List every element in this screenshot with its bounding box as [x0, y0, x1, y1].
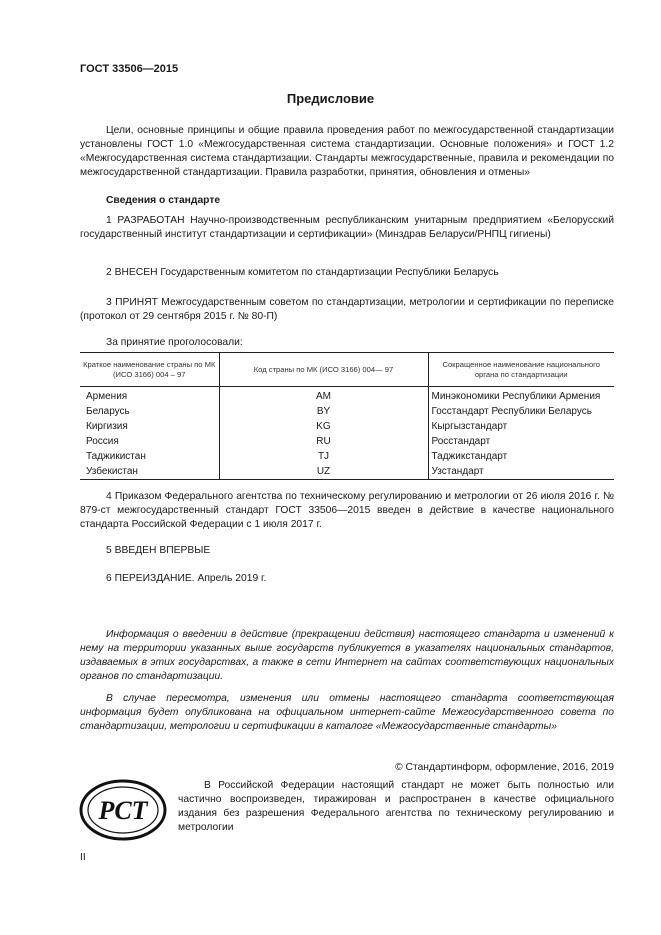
country-code: UZ: [219, 464, 428, 480]
logo-lettering: РСТ: [98, 796, 148, 825]
revision-notice: В случае пересмотра, изменения или отмены настоящего стандарта соответствующая информация будет опубликована на официальном интернет-сайте Межгосударственного совета по стандартизации, метрологии и сертификации в каталоге «Межгосударственные стандарты»: [80, 693, 614, 732]
standards-body: Росстандарт: [428, 434, 614, 449]
country-name: Киргизия: [86, 421, 128, 432]
item-first-time: 5 ВВЕДЕН ВПЕРВЫЕ: [106, 545, 211, 556]
item-reissue: 6 ПЕРЕИЗДАНИЕ. Апрель 2019 г.: [106, 573, 267, 584]
country-name: Россия: [86, 436, 119, 447]
copyright-line: © Стандартинформ, оформление, 2016, 2019: [395, 762, 614, 773]
country-code: BY: [219, 404, 428, 419]
rst-logo-icon: [79, 779, 167, 841]
country-name: Узбекистан: [80, 464, 219, 480]
header-country-name: Краткое наименование страны по МК (ИСО 3166) 004 – 97: [80, 353, 219, 387]
vote-label: За принятие проголосовали:: [106, 337, 243, 348]
table-row: [80, 464, 614, 480]
standards-body: Узстандарт: [428, 464, 614, 480]
item-developed: 1 РАЗРАБОТАН Научно-производственным республиканским унитарным предприятием «Белорусский государственный институт стандартизации и сертификации» (Минздрав Беларуси/РНПЦ гигиены): [80, 215, 614, 240]
standards-body: Госстандарт Республики Беларусь: [428, 404, 614, 419]
item-order: 4 Приказом Федерального агентства по техническому регулированию и метрологии от 26 июля 2016 г. № 879-ст межгосударственный стандарт ГОСТ 33506—2015 введен в действие в качестве национального стандарта Российской Федерации с 1 июля 2017 г.: [80, 491, 614, 530]
table-header-row: [80, 353, 614, 387]
rf-copyright-notice: В Российской Федерации настоящий стандарт не может быть полностью или частично воспроизведен, тиражирован и распространен в качестве официального издания без разрешения Федерального агентства по техническому регулированию и метрологии: [178, 780, 614, 833]
country-name: Беларусь: [86, 406, 130, 417]
country-code: KG: [219, 419, 428, 434]
country-name: Таджикистан: [86, 451, 146, 462]
country-code: TJ: [219, 449, 428, 464]
country-name: Армения: [86, 391, 128, 402]
member-states-table: [80, 352, 614, 480]
standards-body: Таджикстандарт: [428, 449, 614, 464]
table-row: [80, 449, 614, 464]
table-row: [80, 387, 614, 405]
info-notice: Информация о введении в действие (прекращении действия) настоящего стандарта и изменений к нему на территории указанных выше государств публикуется в указателях национальных стандартов, издаваемых в этих государствах, а также в сети Интернет на сайтах соответствующих национальных органов по стандартизации.: [80, 629, 614, 682]
item-adopted: 3 ПРИНЯТ Межгосударственным советом по стандартизации, метрологии и сертификации по переписке (протокол от 29 сентября 2015 г. № 80-П): [80, 297, 614, 322]
page-title: Предисловие: [286, 91, 375, 106]
header-country-code: Код страны по МК (ИСО 3166) 004— 97: [219, 353, 428, 387]
standards-body: Минэкономики Республики Армения: [428, 387, 614, 405]
section-subheading: Сведения о стандарте: [106, 195, 221, 206]
page-number: II: [80, 852, 86, 863]
table-row: [80, 419, 614, 434]
country-code: AM: [219, 387, 428, 405]
standard-id-header: ГОСТ 33506—2015: [80, 63, 179, 75]
standards-body: Кыргызстандарт: [428, 419, 614, 434]
rst-logo: [79, 779, 167, 841]
table-row: [80, 404, 614, 419]
intro-paragraph: Цели, основные принципы и общие правила проведения работ по межгосударственной стандартизации установлены ГОСТ 1.0 «Межгосударственная система стандартизации. Основные положения» и ГОСТ 1.2 «Межгосударственная система стандартизации. Стандарты межгосударственные, правила и рекомендации по межгосударственной стандартизации. Правила разработки, принятия, обновления и отмены»: [80, 125, 614, 178]
header-standards-body: Сокращенное наименование национального органа по стандартизации: [428, 353, 614, 387]
item-introduced: 2 ВНЕСЕН Государственным комитетом по стандартизации Республики Беларусь: [106, 267, 499, 278]
country-code: RU: [219, 434, 428, 449]
table-row: [80, 434, 614, 449]
